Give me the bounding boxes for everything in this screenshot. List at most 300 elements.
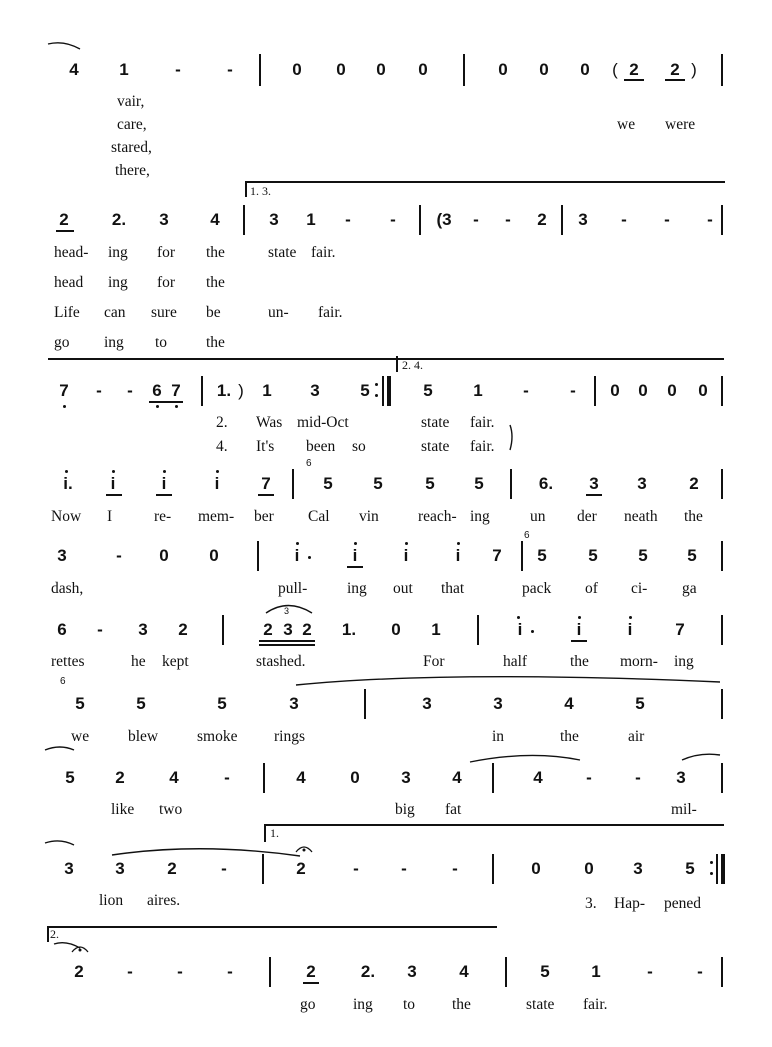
underline: [106, 494, 122, 496]
divider: [48, 358, 724, 360]
barline: [721, 763, 723, 793]
barline: [364, 689, 366, 719]
note: 5: [75, 694, 85, 713]
note: 3: [422, 694, 432, 713]
lyric: mem-: [198, 508, 235, 525]
lyric: state: [421, 414, 450, 431]
note: i: [455, 546, 461, 565]
lyric: been: [306, 438, 336, 455]
barline: [259, 54, 261, 86]
note: i: [352, 546, 358, 565]
note: 6: [57, 620, 67, 639]
lyric: fair.: [583, 996, 608, 1013]
note: 0: [698, 381, 708, 400]
note: 0: [336, 60, 346, 79]
note: 1.: [341, 620, 357, 639]
lyric: dash,: [51, 580, 84, 597]
underline: [156, 494, 172, 496]
note: 2: [629, 60, 639, 79]
triplet-mark: 3: [284, 606, 290, 616]
note: i: [576, 620, 582, 639]
note: 2.: [360, 962, 376, 981]
barline: [505, 957, 507, 987]
note: 1: [431, 620, 441, 639]
note: 2: [689, 474, 699, 493]
high-dot: [65, 470, 68, 473]
lyric: fair.: [311, 244, 336, 261]
note: 5: [540, 962, 550, 981]
barline: [243, 205, 245, 235]
note: 4: [459, 962, 469, 981]
lyric: neath: [624, 508, 658, 525]
lyric: vin: [359, 508, 379, 525]
dash: -: [647, 962, 653, 981]
underline: [303, 982, 319, 984]
lyric: ing: [347, 580, 367, 597]
note: 3: [633, 859, 643, 878]
lyric: fair.: [470, 414, 495, 431]
note: i: [214, 474, 220, 493]
dash: -: [221, 859, 227, 878]
note: 2: [670, 60, 680, 79]
repeat-end: [387, 376, 391, 406]
repeat-end: [721, 854, 725, 884]
volta-bracket: [245, 181, 725, 183]
volta-bracket: [47, 926, 49, 942]
lyric: ing: [470, 508, 490, 525]
note: 5: [687, 546, 697, 565]
lyric: out: [393, 580, 413, 597]
underline: [665, 79, 685, 81]
note: 6: [152, 381, 162, 400]
lyric: blew: [128, 728, 159, 745]
lyric: can: [104, 304, 126, 321]
dash: -: [227, 60, 233, 79]
barline: [721, 541, 723, 571]
dot: [531, 630, 534, 633]
high-dot: [163, 470, 166, 473]
paren: ): [691, 60, 697, 79]
note: 1: [591, 962, 601, 981]
lyric: ing: [353, 996, 373, 1013]
note: 4: [564, 694, 574, 713]
lyric: 4.: [216, 438, 228, 455]
lyric: I: [107, 508, 113, 525]
note: 3: [269, 210, 279, 229]
note: 7: [261, 474, 271, 493]
lyric: Hap-: [614, 895, 645, 912]
barline: [201, 376, 203, 406]
underline: [149, 401, 183, 403]
paren: (: [612, 60, 618, 79]
dash: -: [175, 60, 181, 79]
tie-arc: [54, 943, 80, 948]
underline: [571, 640, 587, 642]
lyric: Was: [256, 414, 283, 431]
note: 4: [533, 768, 543, 787]
dash: -: [635, 768, 641, 787]
tie-arc: [45, 747, 74, 750]
dash: -: [621, 210, 627, 229]
barline: [721, 689, 723, 719]
note: 0: [418, 60, 428, 79]
note: i: [161, 474, 167, 493]
note: 0: [584, 859, 594, 878]
lyric: pened: [664, 895, 702, 912]
dash: -: [96, 381, 102, 400]
note: 3: [283, 620, 293, 639]
note: 4: [296, 768, 306, 787]
tie-arc: [48, 43, 80, 49]
lyric: to: [403, 996, 416, 1013]
note: 2: [302, 620, 312, 639]
note: 0: [610, 381, 620, 400]
note: 3: [578, 210, 588, 229]
lyric: to: [155, 334, 168, 351]
lyric: of: [585, 580, 598, 597]
lyric: Cal: [308, 508, 330, 525]
lyric: two: [159, 801, 183, 818]
note: 3: [159, 210, 169, 229]
lyric: air: [628, 728, 645, 745]
volta-bracket: [47, 926, 497, 928]
underline: [259, 644, 315, 646]
lyric: so: [352, 438, 366, 455]
note: i: [627, 620, 633, 639]
note: 5: [474, 474, 484, 493]
barline: [721, 205, 723, 235]
lyric: der: [577, 508, 597, 525]
lyric: stashed.: [256, 653, 306, 670]
note: 0: [350, 768, 360, 787]
note: 5: [373, 474, 383, 493]
note: 3: [589, 474, 599, 493]
note: 4: [169, 768, 179, 787]
note: 0: [498, 60, 508, 79]
note: 7: [171, 381, 181, 400]
note: 6.: [538, 474, 554, 493]
note: 3: [407, 962, 417, 981]
high-dot: [354, 542, 357, 545]
underline: [258, 494, 274, 496]
dash: -: [570, 381, 576, 400]
lyric: mid-Oct: [297, 414, 349, 431]
lyric: for: [157, 274, 176, 291]
lyric: that: [441, 580, 465, 597]
note: 2: [296, 859, 306, 878]
high-dot: [457, 542, 460, 545]
note: 0: [531, 859, 541, 878]
high-dot: [405, 542, 408, 545]
repeat-dot: [375, 394, 378, 397]
note: 2: [306, 962, 316, 981]
note: 3: [57, 546, 67, 565]
dash: -: [116, 546, 122, 565]
lyric: sure: [151, 304, 177, 321]
underline: [586, 494, 602, 496]
lyric: we: [71, 728, 90, 745]
dash: -: [177, 962, 183, 981]
lyric: he: [131, 653, 146, 670]
note: i: [294, 546, 300, 565]
dash: -: [353, 859, 359, 878]
low-dot: [175, 405, 178, 408]
note: 3: [115, 859, 125, 878]
dash: -: [127, 962, 133, 981]
note: 0: [667, 381, 677, 400]
lyric: the: [684, 508, 703, 525]
note: 3: [637, 474, 647, 493]
dash: -: [390, 210, 396, 229]
note: 7: [59, 381, 69, 400]
note: 1.: [216, 381, 232, 400]
note: 1: [473, 381, 483, 400]
note: 3: [401, 768, 411, 787]
note: 4: [69, 60, 79, 79]
note: (3: [436, 210, 452, 229]
lyric: 3.: [585, 895, 597, 912]
note: i: [403, 546, 409, 565]
dash: -: [473, 210, 479, 229]
barline: [716, 854, 718, 884]
note: 2: [74, 962, 84, 981]
barline: [262, 854, 264, 884]
dash: -: [523, 381, 529, 400]
note: 0: [580, 60, 590, 79]
note: 2: [178, 620, 188, 639]
lyric: big: [395, 801, 415, 818]
dash: -: [224, 768, 230, 787]
dash: -: [227, 962, 233, 981]
lyric: For: [423, 653, 445, 670]
dash: -: [401, 859, 407, 878]
barline: [492, 763, 494, 793]
underline: [347, 566, 363, 568]
note: 3: [138, 620, 148, 639]
dash: -: [697, 962, 703, 981]
high-dot: [517, 616, 520, 619]
barline: [561, 205, 563, 235]
note: 5: [635, 694, 645, 713]
underline: [259, 640, 315, 642]
note: 2: [115, 768, 125, 787]
lyric: Now: [51, 508, 82, 525]
underline: [624, 79, 644, 81]
lyric: reach-: [418, 508, 457, 525]
lyric: stared,: [111, 139, 152, 156]
lyric: be: [206, 304, 221, 321]
note: 7: [492, 546, 502, 565]
note: 5: [217, 694, 227, 713]
lyric: state: [526, 996, 555, 1013]
volta-label: 1. 3.: [250, 184, 271, 198]
volta-bracket: [264, 824, 724, 826]
tie-arc: [682, 754, 720, 760]
high-dot: [578, 616, 581, 619]
note: 5: [588, 546, 598, 565]
slur-arc: [296, 677, 720, 685]
high-dot: [112, 470, 115, 473]
barline: [222, 615, 224, 645]
high-dot: [629, 616, 632, 619]
note: i: [517, 620, 523, 639]
lyric: we: [617, 116, 636, 133]
barline: [721, 376, 723, 406]
dash: -: [586, 768, 592, 787]
lyric: ber: [254, 508, 274, 525]
note: i.: [63, 474, 73, 493]
note: 0: [376, 60, 386, 79]
note: 2: [263, 620, 273, 639]
lyric: in: [492, 728, 505, 745]
lyric: kept: [162, 653, 189, 670]
lyric: the: [206, 334, 225, 351]
fermata-icon: [72, 947, 88, 952]
lyric: ga: [682, 580, 697, 597]
lyric: mil-: [671, 801, 697, 818]
high-dot: [216, 470, 219, 473]
lyric: pull-: [278, 580, 308, 597]
lyric: head-: [54, 244, 89, 261]
volta-bracket: [245, 181, 247, 197]
barline: [594, 376, 596, 406]
note: i: [110, 474, 116, 493]
note: 2.: [111, 210, 127, 229]
note: 5: [638, 546, 648, 565]
bracket-arc: [510, 425, 512, 450]
paren: ): [238, 381, 244, 400]
volta-bracket: [396, 356, 398, 372]
lyric: vair,: [117, 93, 145, 110]
note: 5: [136, 694, 146, 713]
lyric: morn-: [620, 653, 658, 670]
note: 2: [167, 859, 177, 878]
volta-label: 2. 4.: [402, 358, 423, 372]
lyric: re-: [154, 508, 172, 525]
lyric: care,: [117, 116, 147, 133]
note: 5: [537, 546, 547, 565]
note: 0: [209, 546, 219, 565]
barline: [269, 957, 271, 987]
lyric: fat: [445, 801, 462, 818]
dot: [308, 556, 311, 559]
dash: -: [127, 381, 133, 400]
lyric: the: [206, 274, 225, 291]
lyric: the: [206, 244, 225, 261]
lyric: the: [560, 728, 579, 745]
lyric: ing: [108, 274, 128, 291]
low-dot: [156, 405, 159, 408]
repeat-dot: [710, 872, 713, 875]
fermata-icon: [296, 847, 312, 852]
volta-bracket: [264, 824, 266, 842]
note: 3: [310, 381, 320, 400]
lyric: ing: [674, 653, 694, 670]
note: 2: [537, 210, 547, 229]
barline: [721, 54, 723, 86]
barline: [721, 957, 723, 987]
lyric: state: [268, 244, 297, 261]
barline: [257, 541, 259, 571]
note: 0: [638, 381, 648, 400]
slur-arc: [112, 849, 300, 856]
note: 5: [425, 474, 435, 493]
lyric: ci-: [631, 580, 648, 597]
lyric: there,: [115, 162, 150, 179]
lyric: go: [54, 334, 70, 351]
note: 5: [423, 381, 433, 400]
dash: -: [505, 210, 511, 229]
volta-label: 1.: [270, 826, 279, 840]
dash: -: [345, 210, 351, 229]
low-dot: [63, 405, 66, 408]
barline: [463, 54, 465, 86]
high-dot: [296, 542, 299, 545]
barline: [510, 469, 512, 499]
repeat-dot: [710, 861, 713, 864]
lyric: half: [503, 653, 528, 670]
lyric: head: [54, 274, 84, 291]
note: 1: [119, 60, 129, 79]
dash: -: [707, 210, 713, 229]
lyric: It's: [256, 438, 275, 455]
note: 5: [360, 381, 370, 400]
barline: [382, 376, 384, 406]
lyric: Life: [54, 304, 80, 321]
lyric: fair.: [470, 438, 495, 455]
lyric: rettes: [51, 653, 85, 670]
barline: [419, 205, 421, 235]
barline: [477, 615, 479, 645]
slur-arc: [470, 755, 580, 762]
dash: -: [97, 620, 103, 639]
note: 1: [262, 381, 272, 400]
note: 0: [539, 60, 549, 79]
barline: [292, 469, 294, 499]
note: 3: [289, 694, 299, 713]
underline: [56, 230, 74, 232]
lyric: ing: [108, 244, 128, 261]
note: 4: [452, 768, 462, 787]
lyric: the: [452, 996, 471, 1013]
lyric: un: [530, 508, 546, 525]
lyric: like: [111, 801, 135, 818]
grace-note: 6: [60, 676, 66, 687]
note: 3: [676, 768, 686, 787]
note: 0: [391, 620, 401, 639]
lyric: were: [665, 116, 696, 133]
note: 3: [64, 859, 74, 878]
grace-note: 6: [306, 458, 312, 469]
note: 1: [306, 210, 316, 229]
note: 7: [675, 620, 685, 639]
lyric: go: [300, 996, 316, 1013]
note: 5: [685, 859, 695, 878]
lyric: state: [421, 438, 450, 455]
lyric: the: [570, 653, 589, 670]
tie-arc: [45, 841, 74, 845]
dash: -: [664, 210, 670, 229]
note: 5: [323, 474, 333, 493]
lyric: 2.: [216, 414, 228, 431]
repeat-dot: [375, 383, 378, 386]
note: 4: [210, 210, 220, 229]
dash: -: [452, 859, 458, 878]
note: 5: [65, 768, 75, 787]
lyric: fair.: [318, 304, 343, 321]
lyric: ing: [104, 334, 124, 351]
grace-note: 6: [524, 530, 530, 541]
